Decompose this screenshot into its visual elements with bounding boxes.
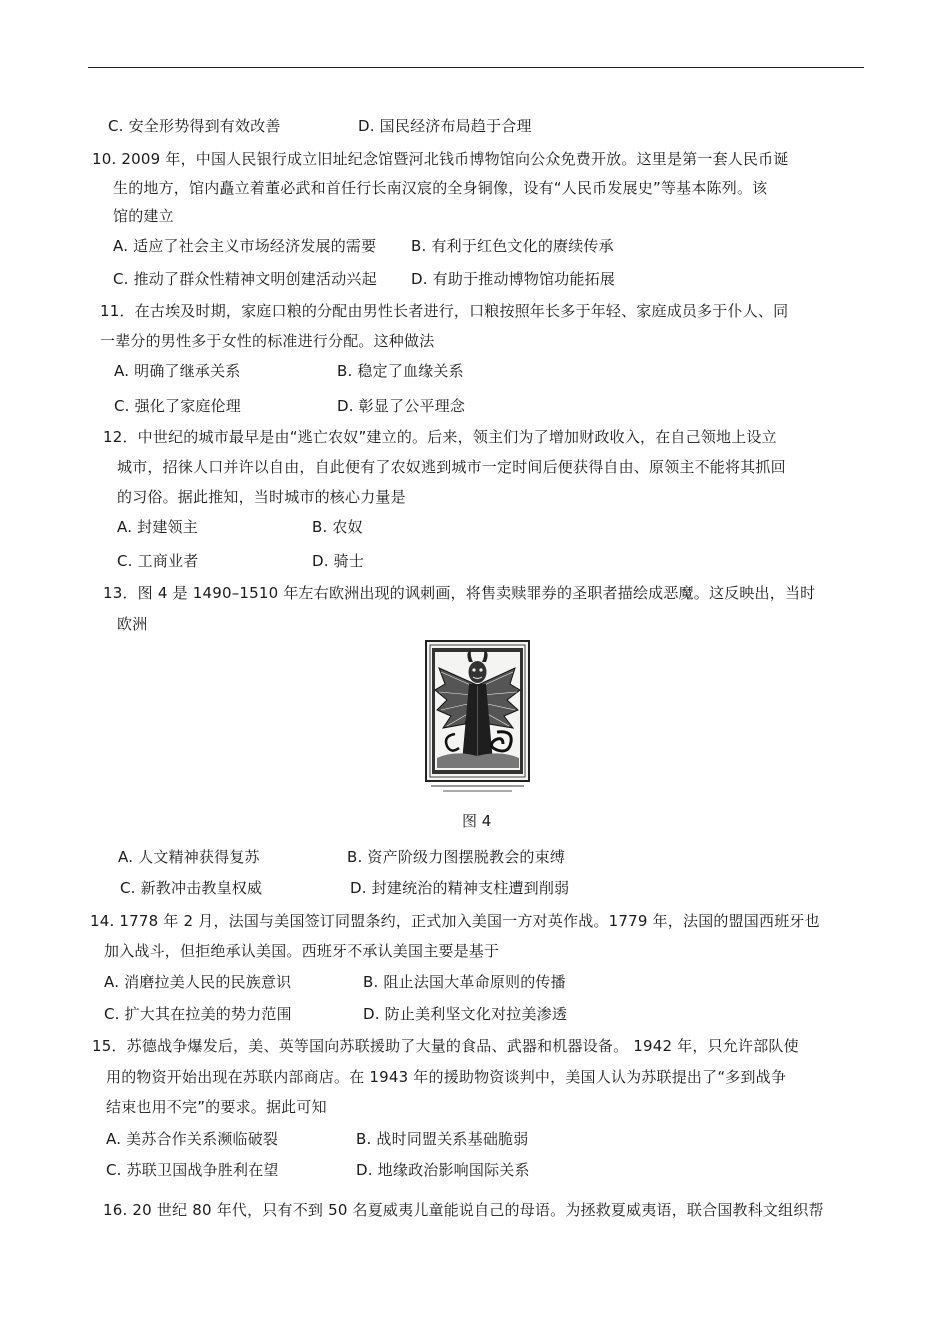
q11-option-a: A. 明确了继承关系 — [114, 362, 241, 380]
q15-option-c: C. 苏联卫国战争胜利在望 — [106, 1161, 279, 1179]
q13-option-d: D. 封建统治的精神支柱遭到削弱 — [350, 879, 570, 897]
q15-stem-line3: 结束也用不完”的要求。据此可知 — [106, 1098, 327, 1116]
q10-stem-line2: 生的地方，馆内矗立着董必武和首任行长南汉宸的全身铜像，设有“人民币发展史”等基本陈列。该 — [113, 179, 768, 197]
q12-stem-line3: 的习俗。据此推知，当时城市的核心力量是 — [117, 488, 406, 506]
q14-option-c: C. 扩大其在拉美的势力范围 — [104, 1005, 292, 1023]
q9-option-d: D. 国民经济布局趋于合理 — [358, 117, 532, 135]
q11-option-c: C. 强化了家庭伦理 — [114, 397, 242, 415]
q11-option-d: D. 彰显了公平理念 — [337, 397, 466, 415]
q15-option-b: B. 战时同盟关系基础脆弱 — [356, 1130, 529, 1148]
q11-stem-line2: 一辈分的男性多于女性的标准进行分配。这种做法 — [100, 332, 435, 350]
q10-stem-line1: 10. 2009 年，中国人民银行成立旧址纪念馆暨河北钱币博物馆向公众免费开放。这里是第一套人民币诞 — [92, 150, 789, 168]
q13-stem-line2: 欧洲 — [117, 615, 148, 633]
q13-option-c: C. 新教冲击教皇权威 — [120, 879, 263, 897]
satirical-woodcut-image — [425, 640, 530, 797]
q16-stem-line1: 16. 20 世纪 80 年代，只有不到 50 名夏威夷儿童能说自己的母语。为拯救夏威夷语，联合国教科文组织帮 — [103, 1201, 824, 1219]
q14-option-d: D. 防止美利坚文化对拉美渗透 — [363, 1005, 568, 1023]
q14-stem-line1: 14. 1778 年 2 月，法国与美国签订同盟条约，正式加入美国一方对英作战。1779 年，法国的盟国西班牙也 — [90, 912, 820, 930]
q12-stem-line1: 12．中世纪的城市最早是由“逃亡农奴”建立的。后来，领主们为了增加财政收入，在自己领地上设立 — [103, 428, 777, 446]
q13-option-b: B. 资产阶级力图摆脱教会的束缚 — [347, 848, 566, 866]
q15-option-d: D. 地缘政治影响国际关系 — [356, 1161, 530, 1179]
q12-option-a: A. 封建领主 — [117, 518, 198, 536]
q14-option-b: B. 阻止法国大革命原则的传播 — [363, 973, 566, 991]
q10-stem-line3: 馆的建立 — [113, 207, 174, 225]
q15-stem-line1: 15．苏德战争爆发后，美、英等国向苏联援助了大量的食品、武器和机器设备。 1942 年，只允许部队使 — [92, 1037, 799, 1055]
header-rule — [88, 67, 864, 68]
q12-option-d: D. 骑士 — [312, 552, 365, 570]
q14-option-a: A. 消磨拉美人民的民族意识 — [104, 973, 292, 991]
q12-stem-line2: 城市，招徕人口并许以自由，自此便有了农奴逃到城市一定时间后便获得自由、原领主不能将其抓回 — [117, 458, 786, 476]
q10-option-a: A. 适应了社会主义市场经济发展的需要 — [113, 237, 377, 255]
q10-option-c: C. 推动了群众性精神文明创建活动兴起 — [113, 270, 377, 288]
q10-option-b: B. 有利于红色文化的赓续传承 — [411, 237, 614, 255]
q12-option-c: C. 工商业者 — [117, 552, 199, 570]
q13-option-a: A. 人文精神获得复苏 — [118, 848, 260, 866]
q12-option-b: B. 农奴 — [312, 518, 363, 536]
q11-stem-line1: 11．在古埃及时期，家庭口粮的分配由男性长者进行，口粮按照年长多于年轻、家庭成员多于仆人、同 — [100, 302, 789, 320]
figure-caption: 图 4 — [462, 812, 492, 830]
q15-stem-line2: 用的物资开始出现在苏联内部商店。在 1943 年的援助物资谈判中，美国人认为苏联提出了“多到战争 — [106, 1068, 787, 1086]
q15-option-a: A. 美苏合作关系濒临破裂 — [106, 1130, 279, 1148]
q11-option-b: B. 稳定了血缘关系 — [337, 362, 464, 380]
q14-stem-line2: 加入战斗，但拒绝承认美国。西班牙不承认美国主要是基于 — [104, 942, 500, 960]
q10-option-d: D. 有助于推动博物馆功能拓展 — [411, 270, 616, 288]
q13-stem-line1: 13．图 4 是 1490–1510 年左右欧洲出现的讽刺画，将售卖赎罪券的圣职者描绘成恶魔。这反映出，当时 — [103, 584, 816, 602]
q9-option-c: C. 安全形势得到有效改善 — [108, 117, 281, 135]
